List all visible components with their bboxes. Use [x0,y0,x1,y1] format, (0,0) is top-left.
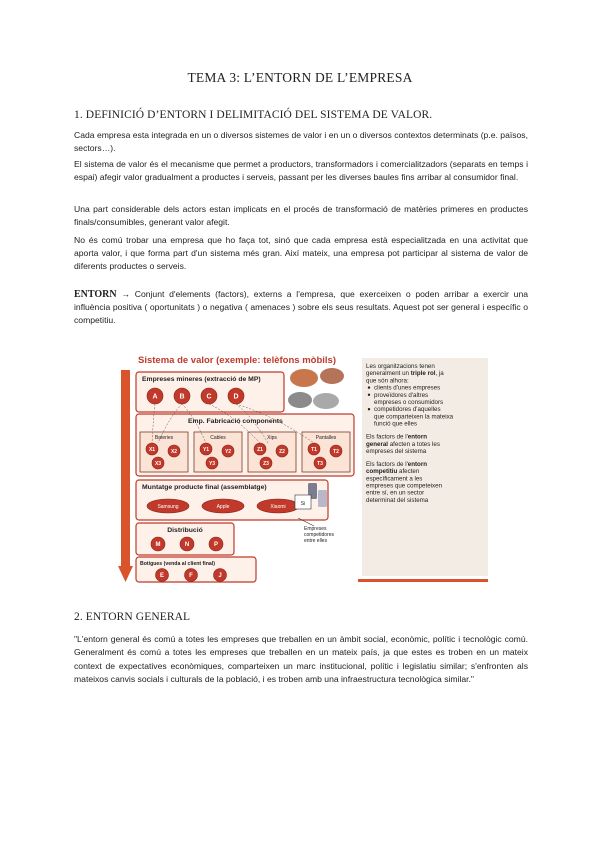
miner-C-label: C [206,393,212,401]
arrow-right-icon: → [121,289,130,299]
sidebar-specific-line-5: determinat del sistema [366,496,429,504]
sidebar-general-segment-0: Els factors de l' [366,433,408,441]
assembly-label: Muntatge producte final (assemblatge) [142,484,267,491]
brand-0-label: Samsung [157,503,179,510]
component-Y3-label: Y3 [208,460,216,467]
competitors-note-line-0: Empreses [304,526,327,532]
component-label-1: Cables [210,435,226,441]
miners-label: Empreses mineres (extracció de MP) [142,376,261,383]
component-X1-label: X1 [148,446,156,453]
sidebar-intro-segment-2: , ja [435,370,444,378]
package-icon-label: Si [300,501,306,507]
sidebar-general-segment-3: afecten a totes les [388,440,440,448]
component-label-3: Pantalles [315,435,337,441]
bullet-dot-1 [368,394,370,396]
sidebar-specific-line-1 [366,468,420,475]
brand-1-label: Apple [216,503,230,510]
bullet-dot-2 [368,408,370,410]
sidebar-specific-line-3: empreses que competeixen [366,482,443,490]
retail-label: Botigues (venda al client final) [140,561,215,567]
sidebar-general-segment-2: general [366,440,389,448]
sidebar-specific-line-0 [366,461,427,468]
shop-E-label: E [159,573,165,580]
distributor-P-label: P [213,542,219,549]
component-Z1-label: Z1 [257,446,263,453]
sidebar-intro-segment-0: generalment un [366,370,411,378]
fabrication-label: Emp. Fabricació components [188,418,283,425]
miner-B-label: B [179,393,185,401]
sidebar-specific-line-2: específicament a les [366,475,423,483]
sidebar-bullet-1-0: proveïdores d'altres [374,391,429,399]
mineral-rock-1-icon [290,369,318,387]
entorn-general-quote: "L'entorn general és comú a totes les empreses que treballen en un àmbit social, econòmic, polític i tecnològic comú. Generalment és comú a totes les empreses que treballen en un mateix país, ja que estes es troben en un mateix context de expectatives econòmiques, comparteixen un marc institucional, polític i legislatiu similar; s'enfronten als mateixos canvis socials i culturals de la població, i es troben amb una infraestructura tecnològica similar." [74,634,528,684]
component-label-2: Xips [267,435,277,441]
sidebar-intro-2: que són alhora: [366,377,409,385]
distributor-M-label: M [155,542,161,549]
sidebar-bullet-2-1: que comparteixen la mateixa [374,413,454,421]
component-Z3-label: Z3 [263,460,269,467]
mineral-rock-4-icon [313,393,339,409]
component-label-0: Bateries [154,435,174,441]
phone-2-icon [318,490,327,507]
distributor-N-label: N [184,542,190,549]
competitors-note-line-2: entre elles [304,538,328,544]
entorn-term: ENTORN [74,289,117,300]
component-Z2-label: Z2 [279,448,285,455]
miner-D-label: D [233,393,239,401]
paragraph-3: Una part considerable dels actors estan implicats en el procés de transformació de matèries primeres en productes finals/consumibles, generant valor afegit. [74,204,528,227]
sidebar-specific-line-4: entre sí, en un sector [366,489,425,497]
sidebar-general-line-2: empreses del sistema [366,447,427,455]
mineral-rock-2-icon [320,368,344,384]
entorn-definition: Conjunt d'elements (factors), externs a l'empresa, que exerceixen o poden arribar a exercir una influència positiva ( oportunitats ) o negativa ( amenaces ) sobre els seus resultats. Aquest pot ser general i específic o competitiu. [74,289,529,325]
document-title: TEMA 3: L’ENTORN DE L’EMPRESA [187,70,413,85]
competitors-note-line-1: competidores [304,532,335,538]
sidebar-general-segment-1: entorn [407,433,428,441]
bottom-divider-line [358,579,488,582]
figure-title: Sistema de valor (exemple: telèfons mòbils) [138,355,336,366]
shop-F-label: F [189,573,193,580]
sidebar-specific-segment-1: entorn [407,460,428,468]
sidebar-general-line-0 [366,434,427,441]
sidebar-specific-segment-0: Els factors de l' [366,460,408,468]
flow-arrow-head [118,566,133,582]
paragraph-4: No és comú trobar una empresa que ho faça tot, sinó que cada empresa està especialitzada en una activitat que aporta valor, i que forma part d'un sistema més gran. Així mateix, una empresa pot participar al sistema de valor de diferents productes o serveis. [74,235,528,271]
section-2-heading: 2. ENTORN GENERAL [74,611,191,623]
value-system-figure [118,350,491,586]
component-T2-label: T2 [333,448,339,455]
shop-J-label: J [218,573,222,580]
sidebar-intro-0: Les organitzacions tenen [366,363,435,370]
component-Y1-label: Y1 [202,446,210,453]
component-T3-label: T3 [317,460,323,467]
component-X3-label: X3 [154,460,162,467]
mineral-rock-3-icon [288,392,312,408]
section-1-heading: 1. DEFINICIÓ D’ENTORN I DELIMITACIÓ DEL SISTEMA DE VALOR. [74,109,433,121]
component-Y2-label: Y2 [224,448,232,455]
sidebar-intro-segment-1: triple rol [410,370,436,378]
sidebar-bullet-0-0: clients d'unes empreses [374,384,441,392]
miner-A-label: A [152,393,158,401]
sidebar-general-line-1 [366,441,440,448]
component-X2-label: X2 [170,448,178,455]
sidebar-specific-segment-2: competitiu [366,468,398,476]
sidebar-bullet-2-0: competidores d'aquelles [374,406,441,414]
sidebar-specific-segment-3: afecten [397,468,420,476]
sidebar-bullet-2-2: funció que elles [374,420,417,428]
bullet-dot-0 [368,386,370,388]
sidebar-bullet-1-1: empreses o consumidors [374,399,444,406]
flow-arrow-shaft [121,370,130,568]
brand-2-label: Xiaomi [270,503,286,510]
component-T1-label: T1 [311,446,317,453]
paragraph-1: Cada empresa esta integrada en un o diversos sistemes de valor i en un o diversos contextos determinats (p.e. països, sectors…). [74,130,528,153]
entorn-definition-paragraph [74,288,528,327]
distribution-label: Distribució [167,527,203,534]
paragraph-2: El sistema de valor és el mecanisme que permet a productors, transformadors i comercialitzadors (separats en temps i espai) afegir valor gradualment a productes i serveis, passant per les diverses baules fins arribar al consumidor final. [74,159,528,182]
sidebar-intro-1 [366,370,444,377]
value-system-diagram [118,350,491,586]
